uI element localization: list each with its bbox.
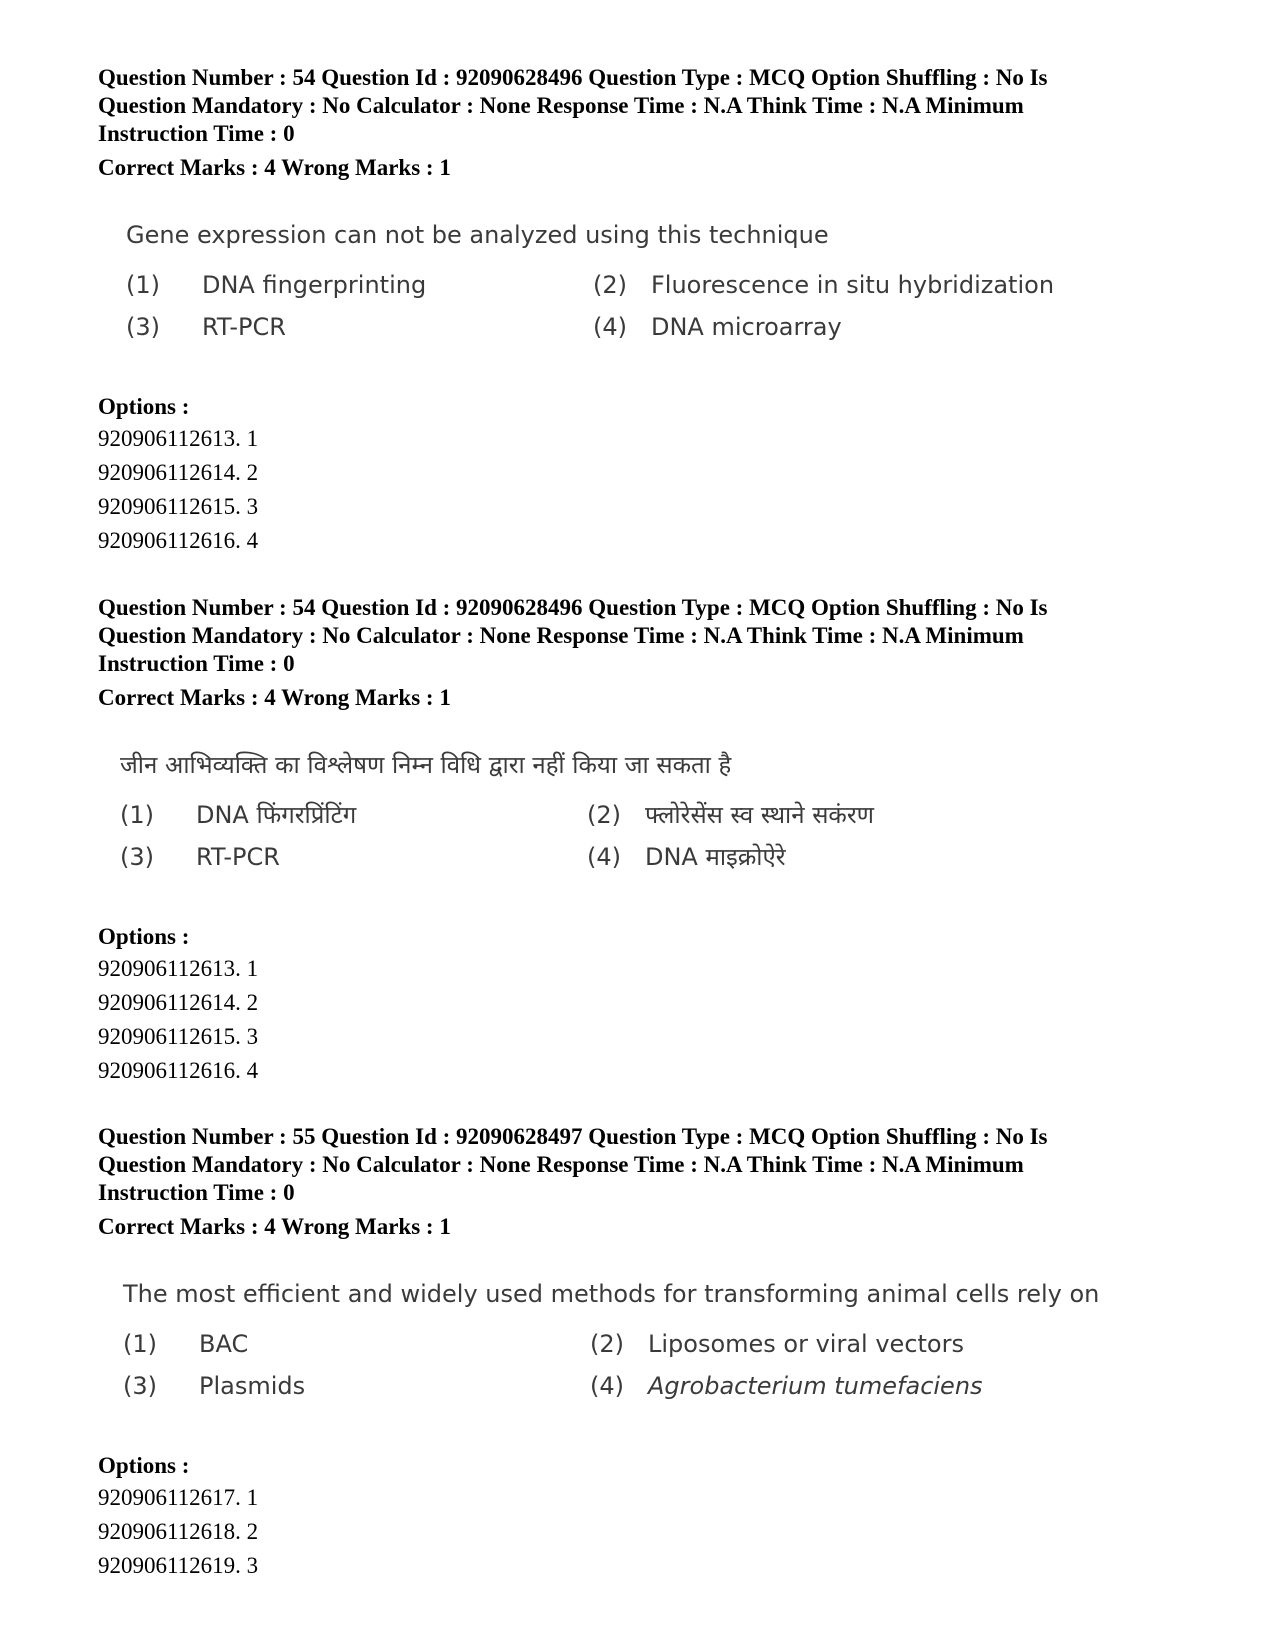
question-image [98,750,1178,896]
choice-text: RT-PCR [202,313,286,341]
question-meta-line-2: Question Mandatory : No Calculator : None Response Time : N.A Think Time : N.A Minimum [98,623,1024,648]
choice-2 [587,800,874,830]
choice-number: (2) [587,801,621,829]
option-id: 920906112617. 1 [98,1485,259,1510]
options-label: Options : [98,394,190,419]
option-id: 920906112613. 1 [98,426,259,451]
option-id: 920906112616. 4 [98,528,259,553]
option-id: 920906112616. 4 [98,1058,259,1083]
choice-text: Plasmids [199,1372,306,1400]
choice-text: DNA माइक्रोऐरे [645,843,786,871]
choice-4 [590,1371,983,1401]
choice-4 [593,312,842,342]
choice-grid [98,800,1178,896]
choice-text: RT-PCR [196,843,280,871]
choice-number: (2) [590,1330,624,1358]
choice-text: DNA microarray [651,313,842,341]
choice-number: (3) [120,843,154,871]
question-block-1 [98,64,1178,558]
choice-1 [123,1329,248,1359]
question-meta-line-1: Question Number : 54 Question Id : 92090628496 Question Type : MCQ Option Shuffling : No Is [98,65,1048,90]
choice-2 [593,270,1054,300]
choice-number: (3) [123,1372,157,1400]
choice-text: DNA fingerprinting [202,271,427,299]
choice-number: (4) [590,1372,624,1400]
question-image [98,220,1178,366]
question-block-2 [98,594,1178,1088]
choice-number: (4) [587,843,621,871]
choice-text: BAC [199,1330,249,1358]
choice-number: (1) [126,271,160,299]
choice-grid [98,270,1178,366]
options-label: Options : [98,1453,190,1478]
choice-number: (4) [593,313,627,341]
choice-2 [590,1329,964,1359]
question-stem: जीन आभिव्यक्ति का विश्लेषण निम्न विधि द्वारा नहीं किया जा सकता है [120,751,732,779]
choice-3 [126,312,286,342]
option-id: 920906112615. 3 [98,1024,259,1049]
choice-number: (1) [120,801,154,829]
choice-1 [120,800,356,830]
option-id: 920906112615. 3 [98,494,259,519]
choice-number: (3) [126,313,160,341]
question-meta-line-2: Question Mandatory : No Calculator : None Response Time : N.A Think Time : N.A Minimum [98,93,1024,118]
question-meta-line-3: Instruction Time : 0 [98,121,295,146]
choice-text: फ्लोरेसेंस स्व स्थाने सकंरण [645,801,875,829]
choice-grid [98,1329,1178,1425]
option-id: 920906112613. 1 [98,956,259,981]
question-marks: Correct Marks : 4 Wrong Marks : 1 [98,1214,451,1239]
question-meta-line-1: Question Number : 55 Question Id : 92090628497 Question Type : MCQ Option Shuffling : No Is [98,1124,1048,1149]
question-stem: The most efficient and widely used methods for transforming animal cells rely on [123,1280,1100,1308]
question-meta-line-1: Question Number : 54 Question Id : 92090628496 Question Type : MCQ Option Shuffling : No Is [98,595,1048,620]
option-id: 920906112618. 2 [98,1519,259,1544]
option-id: 920906112614. 2 [98,990,259,1015]
question-image [98,1279,1178,1425]
question-stem: Gene expression can not be analyzed using this technique [126,221,829,249]
choice-number: (1) [123,1330,157,1358]
question-meta-line-2: Question Mandatory : No Calculator : None Response Time : N.A Think Time : N.A Minimum [98,1152,1024,1177]
choice-1 [126,270,426,300]
choice-text: DNA फिंगरप्रिंटिंग [196,801,357,829]
choice-3 [123,1371,305,1401]
choice-text: Liposomes or viral vectors [648,1330,964,1358]
choice-4 [587,842,786,872]
question-meta-line-3: Instruction Time : 0 [98,1180,295,1205]
option-id: 920906112614. 2 [98,460,259,485]
choice-number: (2) [593,271,627,299]
question-marks: Correct Marks : 4 Wrong Marks : 1 [98,685,451,710]
choice-text: Agrobacterium tumefaciens [648,1372,983,1400]
choice-3 [120,842,280,872]
question-block-3 [98,1123,1178,1583]
question-meta-line-3: Instruction Time : 0 [98,651,295,676]
question-marks: Correct Marks : 4 Wrong Marks : 1 [98,155,451,180]
choice-text: Fluorescence in situ hybridization [651,271,1055,299]
option-id: 920906112619. 3 [98,1553,259,1578]
options-label: Options : [98,924,190,949]
